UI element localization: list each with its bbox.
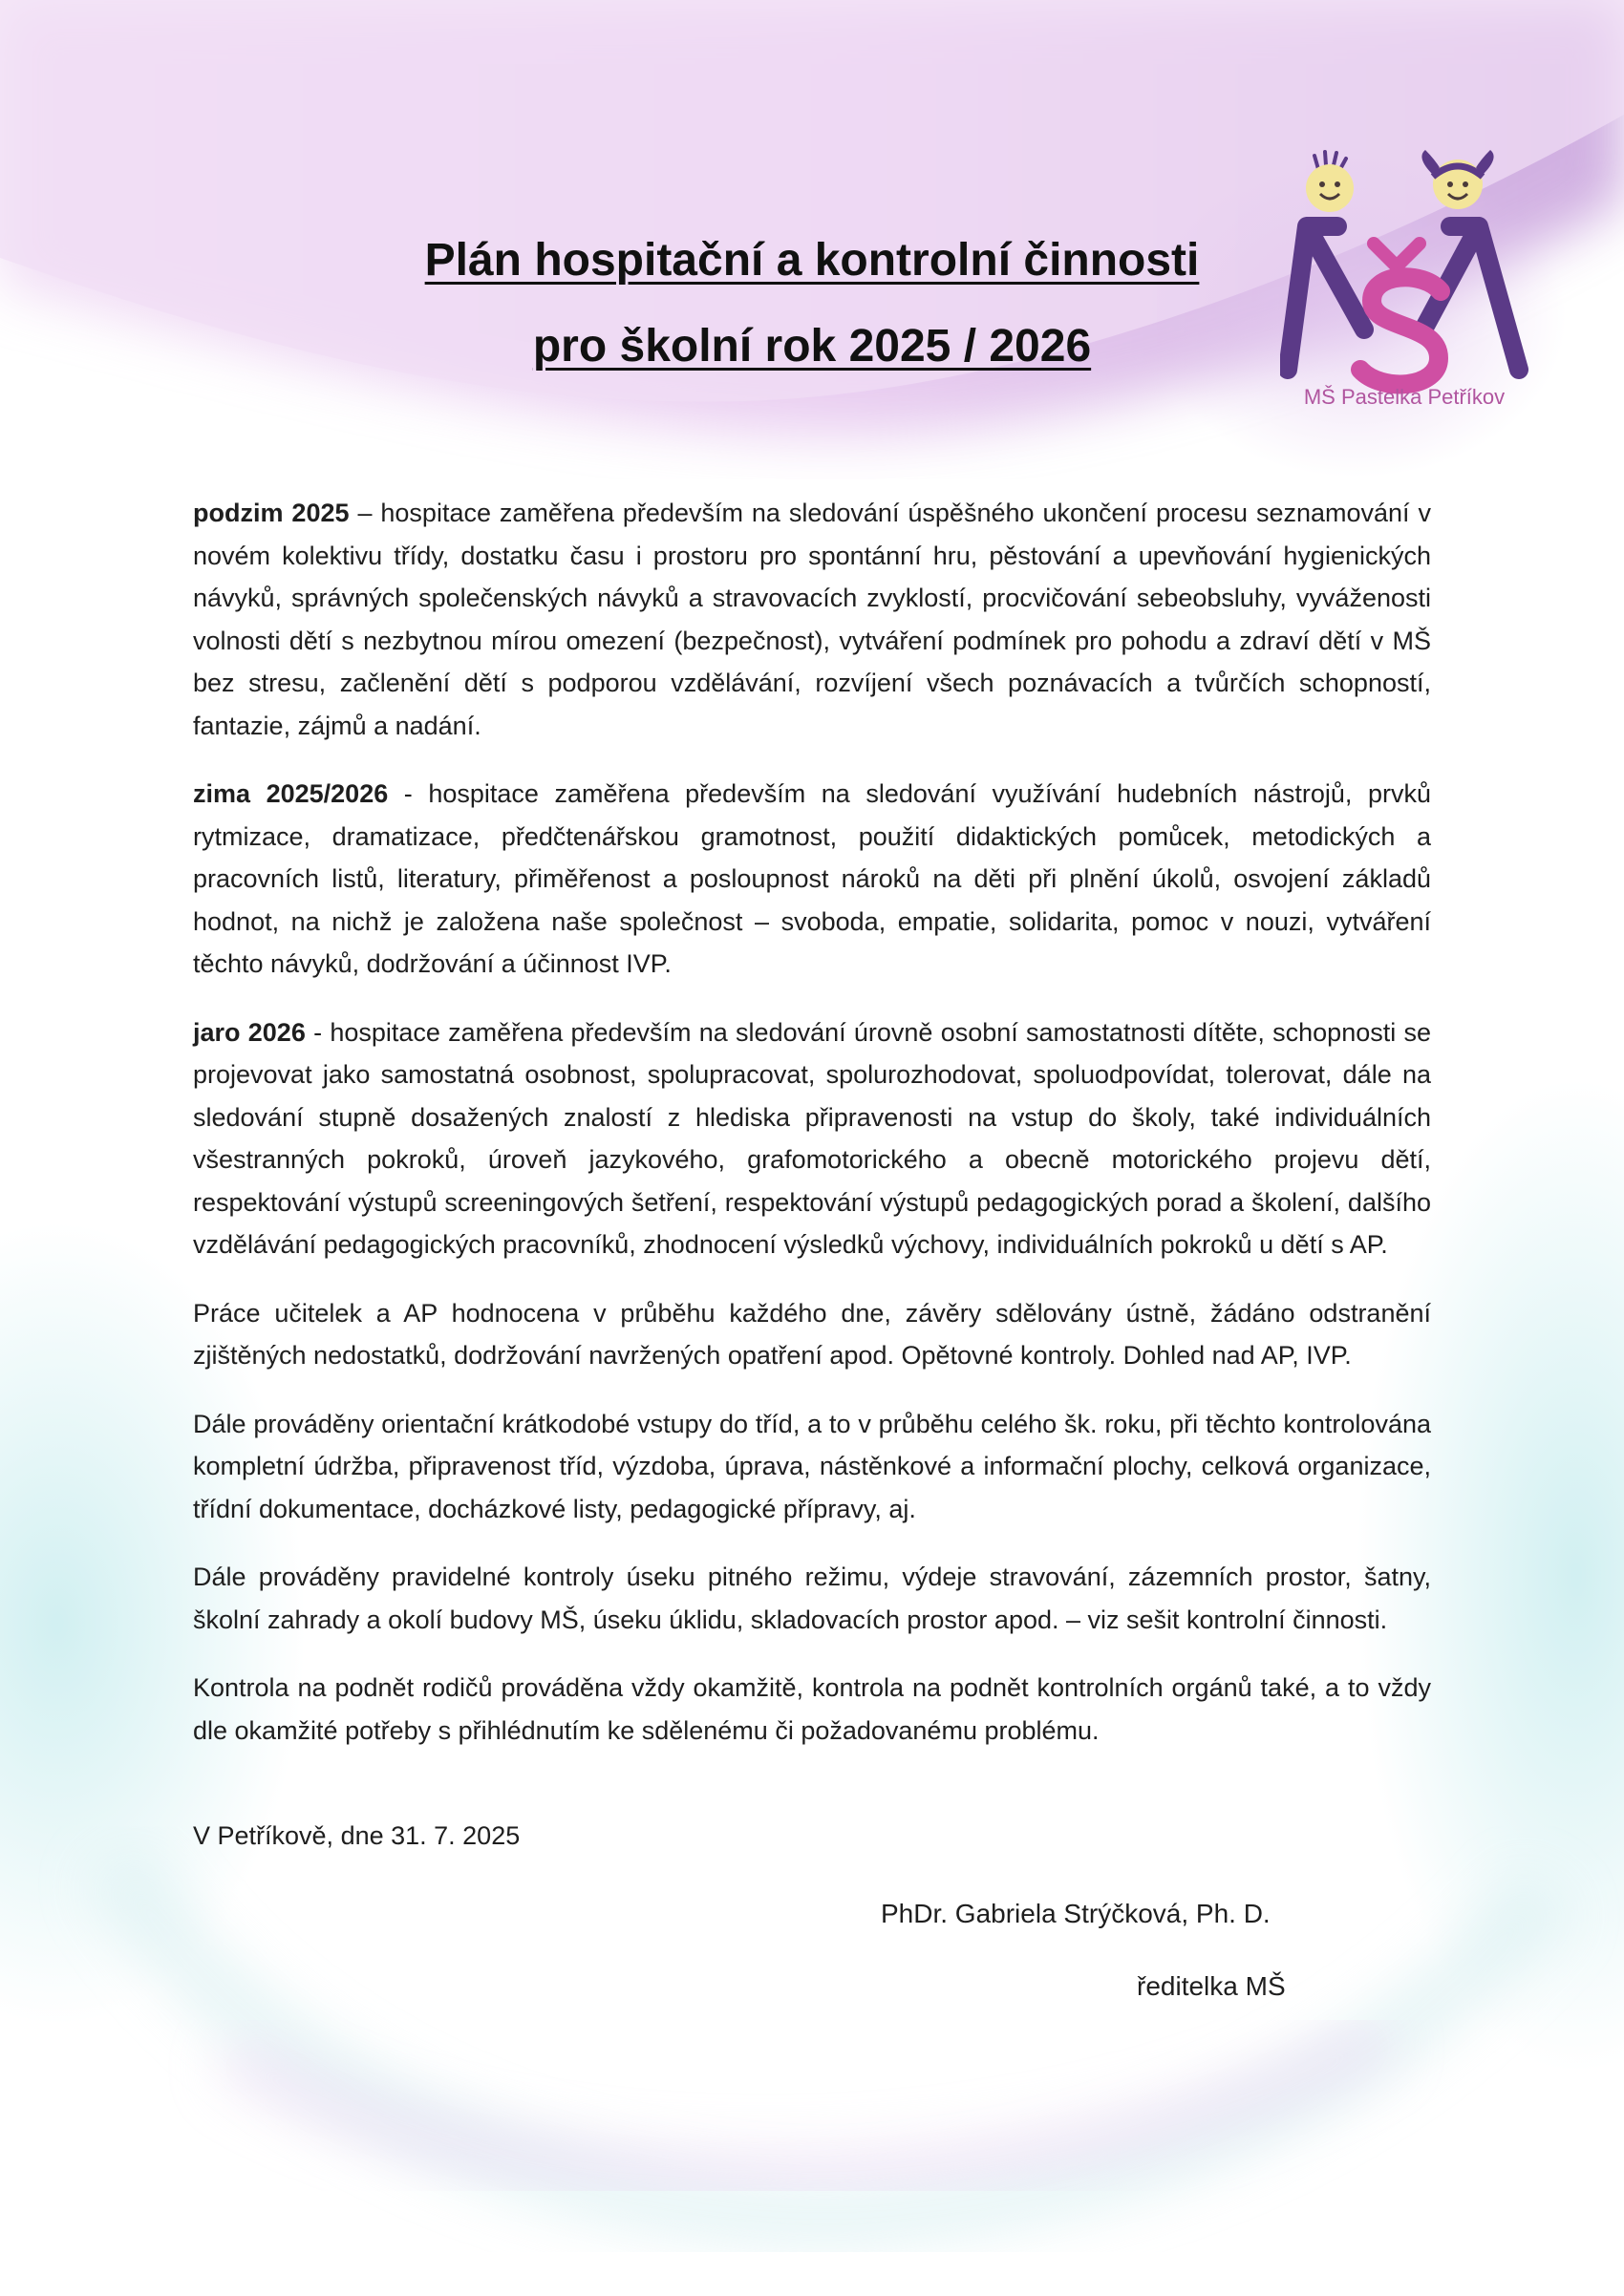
paragraph-text: Dále prováděny pravidelné kontroly úseku pitného režimu, výdeje stravování, zázemních prostor, šatny, školní zahrady a okolí budovy MŠ, úseku úklidu, skladovacích prostor apod. – viz sešit kontrolní činnosti.	[193, 1563, 1431, 1634]
title-line-2: pro školní rok 2025 / 2026	[532, 321, 1092, 372]
title-line-1: Plán hospitační a kontrolní činnosti	[424, 235, 1200, 286]
child-left-icon	[1288, 152, 1364, 370]
paragraph-text: - hospitace zaměřena především na sledování využívání hudebních nástrojů, prvků rytmizace, dramatizace, předčtenářskou gramotnost, použití didaktických pomůcek, metodických a pracovních listů, literatury, přiměřenost a posloupnost nároků na děti při plnění úkolů, osvojení základů hodnot, na nichž je založena naše společnost – svoboda, empatie, solidarita, pomoc v nouzi, vytváření těchto návyků, dodržování a účinnost IVP.	[193, 779, 1431, 978]
paragraph-text: Kontrola na podnět rodičů prováděna vždy okamžitě, kontrola na podnět kontrolních orgánů také, a to vždy dle okamžité potřeby s přihlédnutím ke sdělenému či požadovanému problému.	[193, 1673, 1431, 1745]
paragraph-text: – hospitace zaměřena především na sledování úspěšného ukončení procesu seznamování v novém kolektivu třídy, dostatku času i prostoru pro spontánní hru, pěstování a upevňování hygienických návyků, správných společenských návyků a stravovacích zvyklostí, procvičování sebeobsluhy, vyváženosti volnosti dětí s nezbytnou mírou omezení (bezpečnost), vytváření podmínek pro pohodu a zdraví dětí v MŠ bez stresu, začlenění dětí s podporou vzdělávání, rozvíjení všech poznávacích a tvůrčích schopností, fantazie, zájmů a nadání.	[193, 499, 1431, 740]
document-title	[315, 218, 1309, 390]
paragraph-text: - hospitace zaměřena především na sledování úrovně osobní samostatnosti dítěte, schopnosti se projevovat jako samostatná osobnost, spolupracovat, spolurozhodovat, spoluodpovídat, tolerovat, dále na sledování stupně dosažených znalostí z hlediska připravenosti na vstup do školy, také individuálních všestranných pokroků, úroveň jazykového, grafomotorického a obecně motorického projevu dětí, respektování výstupů screeningových šetření, respektování výstupů pedagogických porad a školení, dalšího vzdělávání pedagogických pracovníků, zhodnocení výsledků výchovy, individuálních pokroků u dětí s AP.	[193, 1017, 1431, 1259]
paragraph-autumn	[193, 492, 1431, 747]
paragraph-class-visits	[193, 1403, 1431, 1531]
signatory-role: ředitelka MŠ	[1137, 1971, 1286, 2001]
paragraph-lead: zima 2025/2026	[193, 779, 389, 808]
heart-icon	[1374, 244, 1420, 266]
paragraph-text: Dále prováděny orientační krátkodobé vstupy do tříd, a to v průběhu celého šk. roku, při těchto kontrolována kompletní údržba, připravenost tříd, výzdoba, úprava, nástěnkové a informační plochy, celková organizace, třídní dokumentace, docházkové listy, pedagogické přípravy, aj.	[193, 1409, 1431, 1523]
paragraph-parent-requests	[193, 1667, 1431, 1752]
paragraph-winter	[193, 773, 1431, 986]
paragraph-regular-checks	[193, 1556, 1431, 1641]
paragraph-text: Práce učitelek a AP hodnocena v průběhu každého dne, závěry sdělovány ústně, žádáno odstranění zjištěných nedostatků, dodržování navržených opatření apod. Opětovné kontroly. Dohled nad AP, IVP.	[193, 1298, 1431, 1370]
paragraph-spring	[193, 1011, 1431, 1266]
place-and-date: V Petříkově, dne 31. 7. 2025	[193, 1821, 521, 1850]
paragraph-lead: jaro 2026	[193, 1017, 306, 1047]
paragraph-lead: podzim 2025	[193, 499, 350, 527]
logo-caption: MŠ Pastelka Petříkov	[1303, 385, 1506, 409]
school-logo-icon	[1280, 148, 1528, 425]
signatory-name: PhDr. Gabriela Strýčková, Ph. D.	[881, 1899, 1271, 1928]
paragraph-teacher-evaluation	[193, 1292, 1431, 1377]
document-body	[193, 492, 1431, 1777]
